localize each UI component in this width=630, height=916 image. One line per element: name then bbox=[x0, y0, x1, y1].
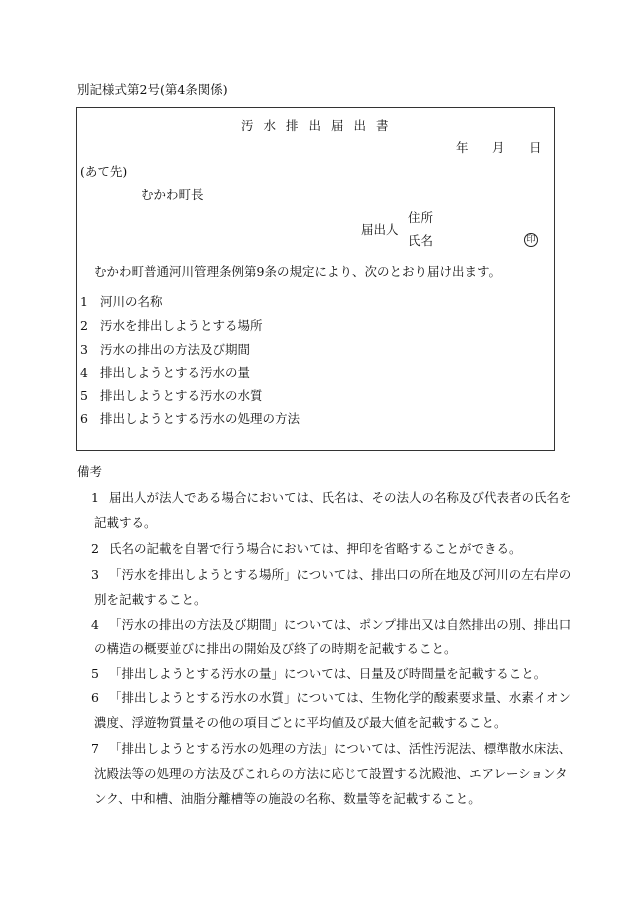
date-day-label: 日 bbox=[529, 140, 542, 155]
applicant-label: 届出人 bbox=[361, 222, 399, 237]
date-month-label: 月 bbox=[492, 140, 505, 155]
note-number: 1 bbox=[91, 490, 99, 505]
item-number: 6 bbox=[80, 411, 88, 426]
note-text: 氏名の記載を自署で行う場合においては、押印を省略することができる。 bbox=[109, 541, 522, 556]
note-text: 記載する。 bbox=[94, 515, 157, 530]
form-reference: 別記様式第2号(第4条関係) bbox=[77, 82, 228, 97]
item-number: 3 bbox=[80, 342, 88, 357]
form-title: 汚水排出届出書 bbox=[241, 118, 399, 133]
item-number: 2 bbox=[80, 318, 88, 333]
item-text: 排出しようとする汚水の水質 bbox=[100, 388, 263, 403]
note-text: 沈殿法等の処理の方法及びこれらの方法に応じて設置する沈殿池、エアレーションタ bbox=[94, 766, 568, 781]
note-number: 4 bbox=[91, 617, 99, 632]
note-number: 2 bbox=[91, 541, 99, 556]
note-text: 別を記載すること。 bbox=[94, 592, 207, 607]
note-text: ンク、中和槽、油脂分離槽等の施設の名称、数量等を記載すること。 bbox=[94, 791, 481, 806]
note-text: 「排出しようとする汚水の量」については、日量及び時間量を記載すること。 bbox=[109, 666, 547, 681]
note-text: 濃度、浮遊物質量その他の項目ごとに平均値及び最大値を記載すること。 bbox=[94, 715, 507, 730]
addressee-label: (あて先) bbox=[80, 164, 128, 179]
note-number: 5 bbox=[91, 666, 99, 681]
name-label: 氏名 bbox=[408, 233, 434, 248]
note-number: 7 bbox=[91, 741, 99, 756]
seal-mark: 印 bbox=[524, 233, 538, 247]
note-text: 「排出しようとする汚水の水質」については、生物化学的酸素要求量、水素イオン bbox=[109, 690, 571, 705]
note-text: 「汚水を排出しようとする場所」については、排出口の所在地及び河川の左右岸の bbox=[109, 567, 572, 582]
item-number: 4 bbox=[80, 365, 88, 380]
item-text: 河川の名称 bbox=[100, 294, 163, 309]
statement: むかわ町普通河川管理条例第9条の規定により、次のとおり届け出ます。 bbox=[94, 264, 501, 279]
item-text: 排出しようとする汚水の処理の方法 bbox=[100, 411, 301, 426]
remarks-heading: 備考 bbox=[77, 464, 103, 479]
note-text: 届出人が法人である場合においては、氏名は、その法人の名称及び代表者の氏名を bbox=[109, 490, 572, 505]
date-year-label: 年 bbox=[456, 140, 469, 155]
item-text: 汚水を排出しようとする場所 bbox=[100, 318, 263, 333]
item-text: 排出しようとする汚水の量 bbox=[100, 365, 251, 380]
note-text: 「排出しようとする汚水の処理の方法」については、活性汚泥法、標準散水床法、 bbox=[109, 741, 572, 756]
item-number: 1 bbox=[80, 294, 88, 309]
note-text: の構造の概要並びに排出の開始及び終了の時期を記載すること。 bbox=[94, 641, 457, 656]
addressee: むかわ町長 bbox=[141, 187, 204, 202]
note-text: 「汚水の排出の方法及び期間」については、ポンプ排出又は自然排出の別、排出口 bbox=[109, 617, 572, 632]
address-label: 住所 bbox=[408, 210, 434, 225]
note-number: 6 bbox=[91, 690, 99, 705]
item-number: 5 bbox=[80, 388, 88, 403]
note-number: 3 bbox=[91, 567, 99, 582]
item-text: 汚水の排出の方法及び期間 bbox=[100, 342, 251, 357]
